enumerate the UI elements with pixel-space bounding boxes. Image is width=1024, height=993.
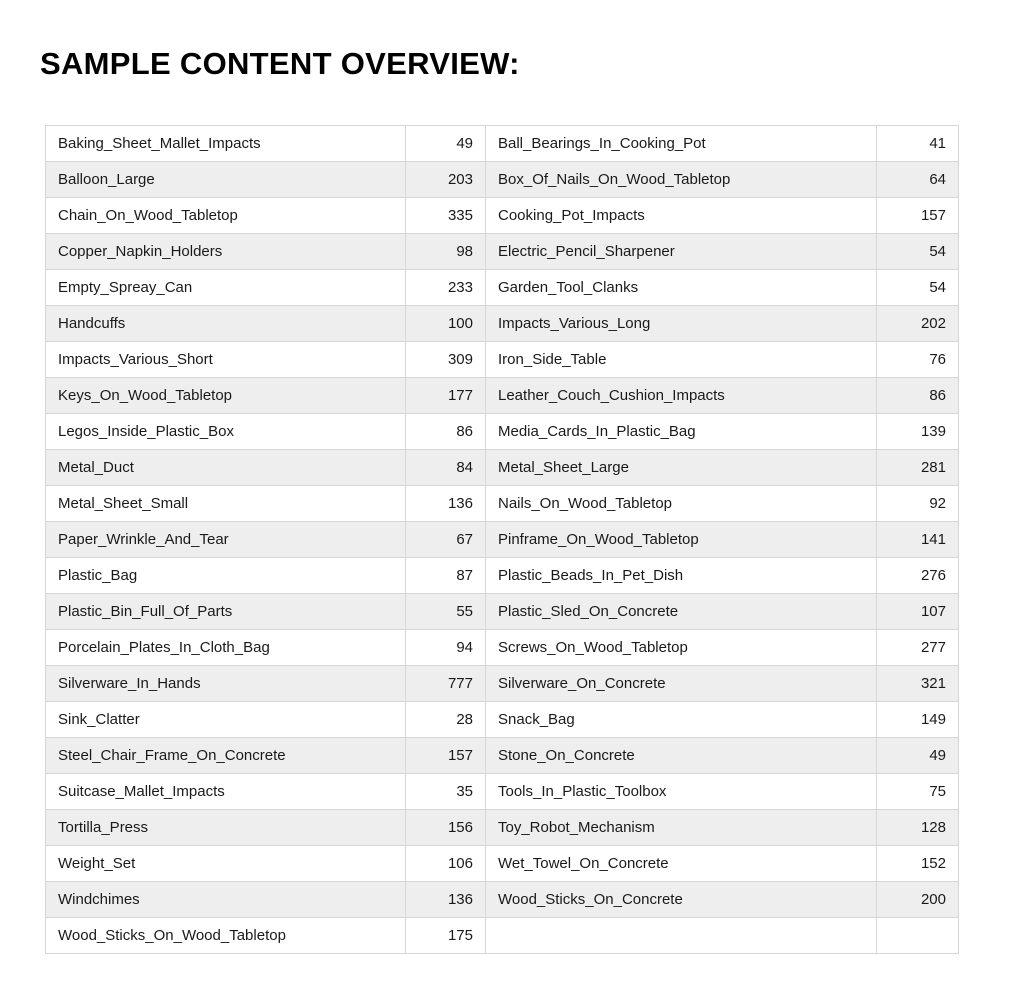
sample-count-cell: 55 — [406, 594, 486, 630]
sample-name-cell: Pinframe_On_Wood_Tabletop — [486, 522, 877, 558]
table-row — [46, 594, 959, 630]
sample-count-cell: 139 — [877, 414, 959, 450]
sample-name-cell: Wood_Sticks_On_Concrete — [486, 882, 877, 918]
sample-count-cell: 202 — [877, 306, 959, 342]
sample-name-cell: Legos_Inside_Plastic_Box — [46, 414, 406, 450]
sample-name-cell: Plastic_Sled_On_Concrete — [486, 594, 877, 630]
sample-count-cell: 152 — [877, 846, 959, 882]
sample-name-cell: Cooking_Pot_Impacts — [486, 198, 877, 234]
table-row — [46, 666, 959, 702]
sample-count-cell: 106 — [406, 846, 486, 882]
sample-name-cell: Ball_Bearings_In_Cooking_Pot — [486, 126, 877, 162]
sample-count-cell: 98 — [406, 234, 486, 270]
sample-name-cell: Impacts_Various_Short — [46, 342, 406, 378]
sample-name-cell: Paper_Wrinkle_And_Tear — [46, 522, 406, 558]
sample-count-cell: 67 — [406, 522, 486, 558]
sample-count-cell: 157 — [877, 198, 959, 234]
sample-count-cell: 175 — [406, 918, 486, 954]
table-row — [46, 342, 959, 378]
sample-count-cell: 54 — [877, 270, 959, 306]
sample-name-cell: Baking_Sheet_Mallet_Impacts — [46, 126, 406, 162]
table-row — [46, 918, 959, 954]
sample-count-cell: 136 — [406, 882, 486, 918]
table-row — [46, 414, 959, 450]
sample-name-cell: Garden_Tool_Clanks — [486, 270, 877, 306]
table-row — [46, 450, 959, 486]
sample-count-cell: 335 — [406, 198, 486, 234]
sample-count-cell: 177 — [406, 378, 486, 414]
sample-name-cell: Metal_Sheet_Large — [486, 450, 877, 486]
sample-name-cell: Silverware_On_Concrete — [486, 666, 877, 702]
sample-count-cell: 86 — [406, 414, 486, 450]
table-row — [46, 738, 959, 774]
sample-count-cell: 281 — [877, 450, 959, 486]
sample-name-cell: Leather_Couch_Cushion_Impacts — [486, 378, 877, 414]
sample-name-cell: Nails_On_Wood_Tabletop — [486, 486, 877, 522]
table-row — [46, 234, 959, 270]
table-row — [46, 522, 959, 558]
table-row — [46, 162, 959, 198]
sample-count-cell: 64 — [877, 162, 959, 198]
sample-name-cell: Plastic_Bin_Full_Of_Parts — [46, 594, 406, 630]
sample-name-cell: Porcelain_Plates_In_Cloth_Bag — [46, 630, 406, 666]
sample-count-cell: 86 — [877, 378, 959, 414]
sample-table-body — [46, 126, 959, 954]
sample-name-cell: Metal_Duct — [46, 450, 406, 486]
sample-count-cell: 157 — [406, 738, 486, 774]
sample-name-cell: Chain_On_Wood_Tabletop — [46, 198, 406, 234]
sample-count-cell: 200 — [877, 882, 959, 918]
sample-count-cell: 76 — [877, 342, 959, 378]
table-row — [46, 198, 959, 234]
sample-count-cell: 321 — [877, 666, 959, 702]
sample-name-cell: Silverware_In_Hands — [46, 666, 406, 702]
table-row — [46, 270, 959, 306]
table-row — [46, 882, 959, 918]
sample-name-cell: Windchimes — [46, 882, 406, 918]
sample-count-cell: 84 — [406, 450, 486, 486]
sample-name-cell: Suitcase_Mallet_Impacts — [46, 774, 406, 810]
sample-count-cell: 233 — [406, 270, 486, 306]
sample-count-cell: 92 — [877, 486, 959, 522]
table-row — [46, 378, 959, 414]
sample-name-cell — [486, 918, 877, 954]
sample-count-cell: 94 — [406, 630, 486, 666]
table-row — [46, 702, 959, 738]
sample-name-cell: Metal_Sheet_Small — [46, 486, 406, 522]
sample-content-table — [45, 125, 959, 954]
sample-name-cell: Empty_Spreay_Can — [46, 270, 406, 306]
sample-count-cell: 141 — [877, 522, 959, 558]
table-row — [46, 630, 959, 666]
sample-name-cell: Handcuffs — [46, 306, 406, 342]
sample-count-cell: 41 — [877, 126, 959, 162]
sample-name-cell: Media_Cards_In_Plastic_Bag — [486, 414, 877, 450]
sample-name-cell: Iron_Side_Table — [486, 342, 877, 378]
sample-name-cell: Stone_On_Concrete — [486, 738, 877, 774]
sample-count-cell: 277 — [877, 630, 959, 666]
sample-name-cell: Snack_Bag — [486, 702, 877, 738]
sample-count-cell: 49 — [877, 738, 959, 774]
sample-name-cell: Sink_Clatter — [46, 702, 406, 738]
sample-count-cell: 276 — [877, 558, 959, 594]
sample-count-cell: 75 — [877, 774, 959, 810]
sample-count-cell: 203 — [406, 162, 486, 198]
table-row — [46, 126, 959, 162]
sample-name-cell: Steel_Chair_Frame_On_Concrete — [46, 738, 406, 774]
sample-name-cell: Toy_Robot_Mechanism — [486, 810, 877, 846]
sample-count-cell: 100 — [406, 306, 486, 342]
table-row — [46, 774, 959, 810]
sample-name-cell: Copper_Napkin_Holders — [46, 234, 406, 270]
sample-name-cell: Tools_In_Plastic_Toolbox — [486, 774, 877, 810]
table-row — [46, 846, 959, 882]
sample-name-cell: Keys_On_Wood_Tabletop — [46, 378, 406, 414]
sample-name-cell: Impacts_Various_Long — [486, 306, 877, 342]
sample-name-cell: Weight_Set — [46, 846, 406, 882]
table-row — [46, 558, 959, 594]
sample-count-cell: 156 — [406, 810, 486, 846]
sample-count-cell: 107 — [877, 594, 959, 630]
table-row — [46, 306, 959, 342]
sample-name-cell: Box_Of_Nails_On_Wood_Tabletop — [486, 162, 877, 198]
table-row — [46, 810, 959, 846]
sample-count-cell: 54 — [877, 234, 959, 270]
sample-count-cell: 149 — [877, 702, 959, 738]
sample-name-cell: Tortilla_Press — [46, 810, 406, 846]
sample-name-cell: Plastic_Bag — [46, 558, 406, 594]
sample-name-cell: Wood_Sticks_On_Wood_Tabletop — [46, 918, 406, 954]
sample-name-cell: Plastic_Beads_In_Pet_Dish — [486, 558, 877, 594]
sample-count-cell: 777 — [406, 666, 486, 702]
sample-name-cell: Screws_On_Wood_Tabletop — [486, 630, 877, 666]
sample-name-cell: Wet_Towel_On_Concrete — [486, 846, 877, 882]
sample-count-cell — [877, 918, 959, 954]
sample-count-cell: 35 — [406, 774, 486, 810]
sample-name-cell: Electric_Pencil_Sharpener — [486, 234, 877, 270]
page-title: SAMPLE CONTENT OVERVIEW: — [40, 46, 520, 81]
table-row — [46, 486, 959, 522]
sample-count-cell: 28 — [406, 702, 486, 738]
sample-name-cell: Balloon_Large — [46, 162, 406, 198]
sample-count-cell: 136 — [406, 486, 486, 522]
sample-count-cell: 49 — [406, 126, 486, 162]
sample-count-cell: 128 — [877, 810, 959, 846]
sample-count-cell: 87 — [406, 558, 486, 594]
sample-count-cell: 309 — [406, 342, 486, 378]
